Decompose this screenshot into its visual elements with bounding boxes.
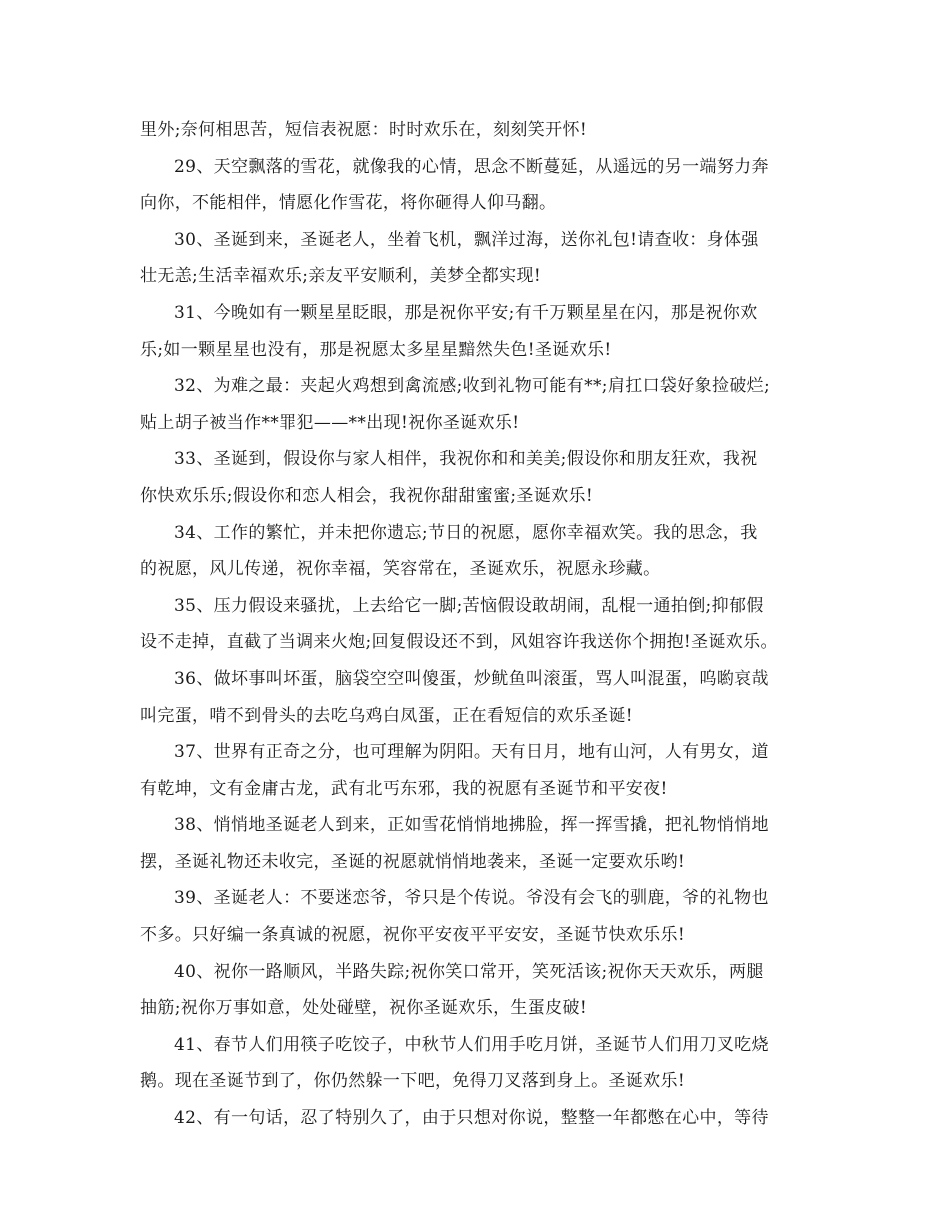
text-line: 34、工作的繁忙，并未把你遗忘;节日的祝愿，愿你幸福欢笑。我的思念，我 — [174, 522, 758, 543]
text-line: 设不走掉，直截了当调来火炮;回复假设还不到，风姐容许我送你个拥抱!圣诞欢乐。 — [140, 632, 778, 653]
text-line: 抽筋;祝你万事如意，处处碰壁，祝你圣诞欢乐，生蛋皮破! — [140, 998, 588, 1019]
text-line: 36、做坏事叫坏蛋，脑袋空空叫傻蛋，炒鱿鱼叫滚蛋，骂人叫混蛋，呜喲哀哉 — [174, 668, 769, 689]
text-line: 里外;奈何相思苦，短信表祝愿：时时欢乐在，刻刻笑开怀! — [140, 120, 588, 140]
text-line: 有乾坤，文有金庸古龙，武有北丐东邪，我的祝愿有圣诞节和平安夜! — [140, 778, 668, 799]
text-line: 35、压力假设来骚扰，上去给它一脚;苦恼假设敢胡闹，乱棍一通拍倒;抑郁假 — [174, 595, 764, 616]
text-line: 29、天空飘落的雪花，就像我的心情，思念不断蔓延，从遥远的另一端努力奔 — [174, 156, 769, 177]
text-line: 37、世界有正奇之分，也可理解为阴阳。天有日月，地有山河，人有男女，道 — [174, 742, 769, 763]
text-line: 向你，不能相伴，情愿化作雪花，将你砸得人仰马翻。 — [140, 193, 557, 214]
text-line: 38、悄悄地圣诞老人到来，正如雪花悄悄地拂脸，挥一挥雪撬，把礼物悄悄地 — [174, 815, 769, 836]
text-line: 乐;如一颗星星也没有，那是祝愿太多星星黯然失色!圣诞欢乐! — [140, 339, 612, 360]
text-line: 42、有一句话，忍了特别久了，由于只想对你说，整整一年都憋在心中，等待 — [174, 1108, 769, 1129]
text-line: 的祝愿，风儿传递，祝你幸福，笑容常在，圣诞欢乐，祝愿永珍藏。 — [140, 559, 661, 580]
text-line: 不多。只好编一条真诚的祝愿，祝你平安夜平平安安，圣诞节快欢乐乐! — [140, 925, 686, 946]
text-line: 贴上胡子被当作**罪犯——**出现!祝你圣诞欢乐! — [140, 412, 520, 433]
text-line: 摆，圣诞礼物还未收完，圣诞的祝愿就悄悄地袭来，圣诞一定要欢乐哟! — [140, 851, 686, 872]
text-line: 叫完蛋，啃不到骨头的去吃乌鸡白凤蛋，正在看短信的欢乐圣诞! — [140, 705, 633, 726]
text-line: 39、圣诞老人：不要迷恋爷，爷只是个传说。爷没有会飞的驯鹿，爷的礼物也 — [174, 888, 769, 909]
text-line: 壮无恙;生活幸福欢乐;亲友平安顺利，美梦全都实现! — [140, 266, 542, 287]
text-line: 30、圣诞到来，圣诞老人，坐着飞机，飘洋过海，送你礼包!请查收：身体强 — [174, 229, 759, 250]
text-line: 41、春节人们用筷子吃饺子，中秋节人们用手吃月饼，圣诞节人们用刀叉吃烧 — [174, 1034, 769, 1055]
text-line: 鹅。现在圣诞节到了，你仍然躲一下吧，免得刀叉落到身上。圣诞欢乐! — [140, 1071, 686, 1092]
text-line: 你快欢乐乐;假设你和恋人相会，我祝你甜甜蜜蜜;圣诞欢乐! — [140, 485, 594, 506]
document-body — [140, 112, 840, 1137]
text-line: 33、圣诞到，假设你与家人相伴，我祝你和和美美;假设你和朋友狂欢，我祝 — [174, 449, 758, 470]
text-line: 32、为难之最：夹起火鸡想到禽流感;收到礼物可能有**;肩扛口袋好象捡破烂; — [174, 376, 771, 397]
text-line: 40、祝你一路顺风，半路失踪;祝你笑口常开，笑死活该;祝你天天欢乐，两腿 — [174, 961, 764, 982]
text-line: 31、今晚如有一颗星星眨眼，那是祝你平安;有千万颗星星在闪，那是祝你欢 — [174, 302, 758, 323]
